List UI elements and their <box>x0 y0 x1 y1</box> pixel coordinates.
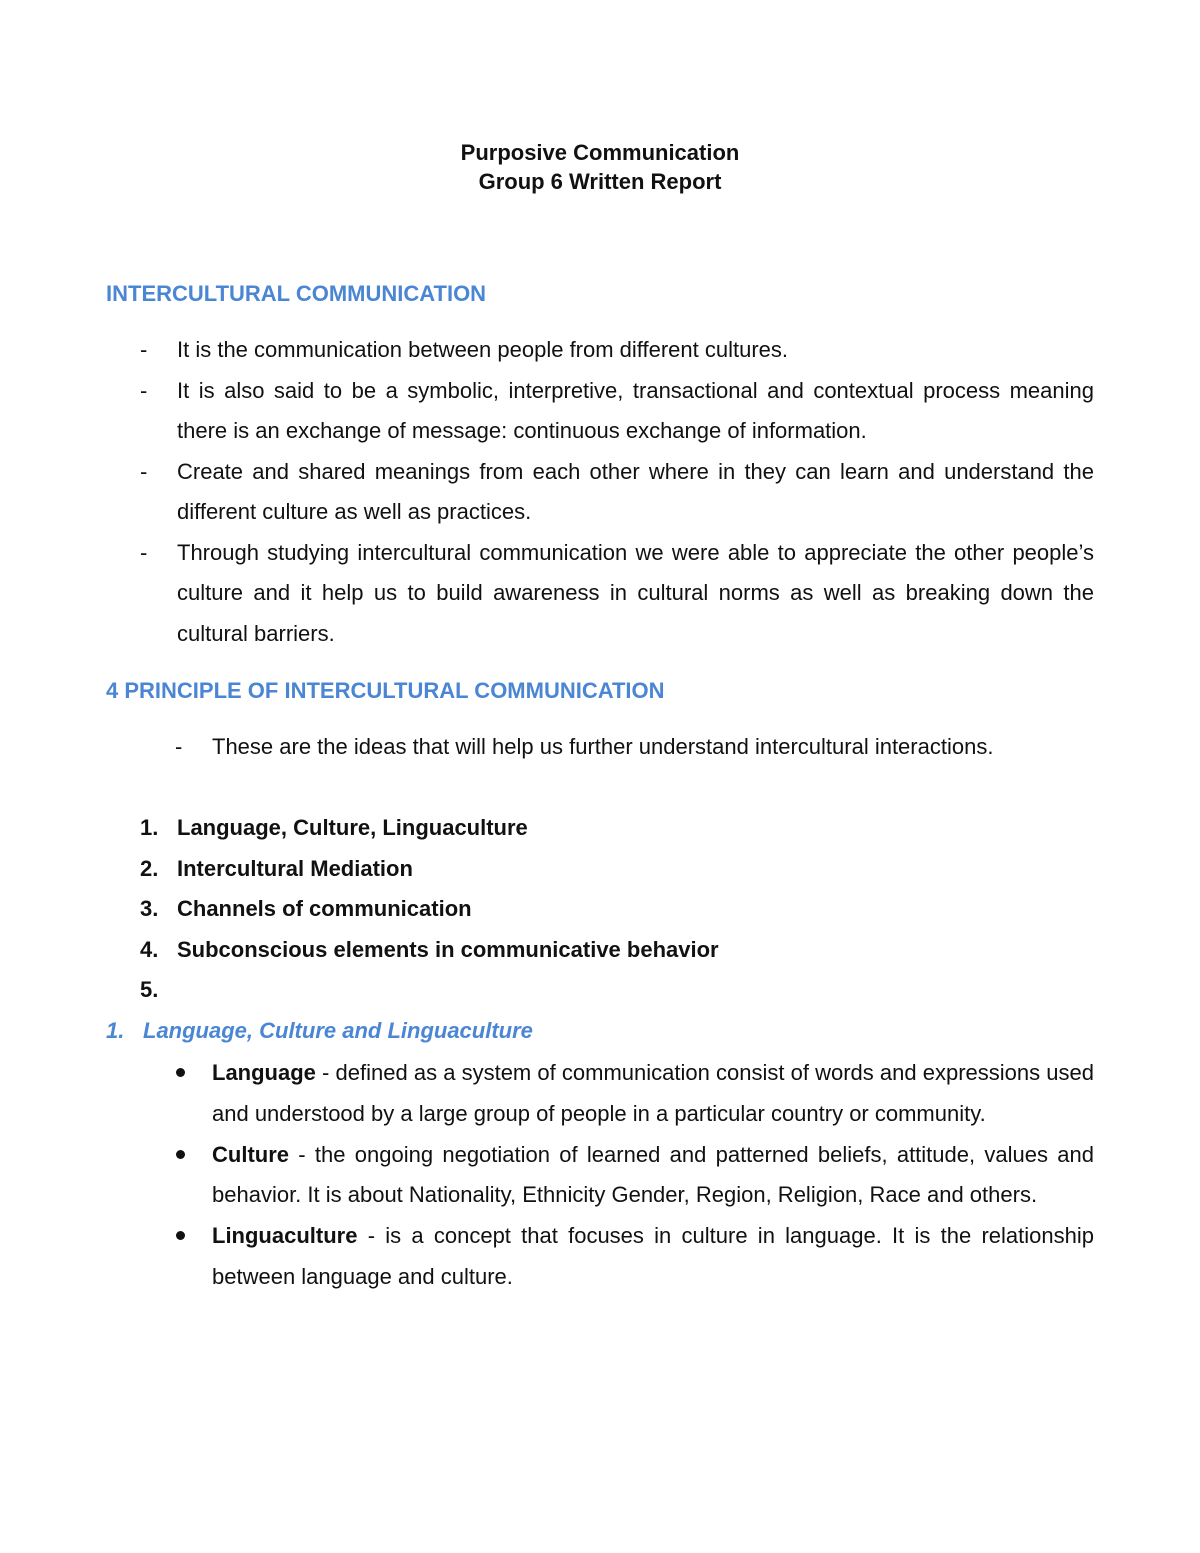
list-item <box>140 930 1094 971</box>
list-item <box>174 1135 1094 1217</box>
list-item-text: Through studying intercultural communication we were able to appreciate the other people’s culture and it help us to build awareness in cultural norms as well as breaking down the cultural barriers. <box>177 539 1094 646</box>
list-number: 1. <box>140 815 159 840</box>
dash-marker: - <box>140 337 148 362</box>
principles-numbered-list <box>140 808 1094 1011</box>
list-item-text: Intercultural Mediation <box>177 855 413 881</box>
definition-term: Linguaculture <box>212 1223 358 1249</box>
bullet-dot-icon <box>176 1231 185 1240</box>
bullet-dot-icon <box>176 1068 185 1077</box>
list-number: 5. <box>140 977 159 1002</box>
dash-marker: - <box>140 458 148 484</box>
section-heading-principles: 4 PRINCIPLE OF INTERCULTURAL COMMUNICATION <box>106 678 665 703</box>
title-line-2: Group 6 Written Report <box>478 169 722 194</box>
document-title <box>0 138 1200 196</box>
bullet-dot-icon <box>176 1150 185 1159</box>
list-item <box>140 533 1094 655</box>
list-number: 4. <box>140 936 159 962</box>
list-number: 3. <box>140 896 159 921</box>
list-item-text: These are the ideas that will help us further understand intercultural interactions. <box>212 734 994 759</box>
section-heading-intercultural-communication: INTERCULTURAL COMMUNICATION <box>106 281 487 306</box>
list-item <box>174 1053 1094 1135</box>
list-item <box>140 808 1094 849</box>
subsection-title: Language, Culture and Linguaculture <box>143 1018 533 1043</box>
list-item <box>140 970 1094 1011</box>
definition-term: Culture <box>212 1141 289 1167</box>
dash-marker: - <box>140 539 148 565</box>
subsection-number: 1. <box>106 1018 125 1043</box>
intercultural-definition-list <box>140 330 1094 654</box>
definition-term: Language <box>212 1060 316 1085</box>
list-item-text: It is also said to be a symbolic, interpretive, transactional and contextual process meaning there is an exchange of message: continuous exchange of information. <box>177 377 1094 443</box>
definition-text: - the ongoing negotiation of learned and patterned beliefs, attitude, values and behavior. It is about Nationality, Ethnicity Gender, Region, Religion, Race and others. <box>212 1141 1094 1208</box>
list-item-text: Create and shared meanings from each other where in they can learn and understand the different culture as well as practices. <box>177 458 1094 524</box>
list-item <box>140 889 1094 930</box>
list-item <box>140 727 1094 768</box>
definition-text: - is a concept that focuses in culture in language. It is the relationship between language and culture. <box>212 1223 1094 1289</box>
list-item-text: Subconscious elements in communicative behavior <box>177 936 719 962</box>
list-item-text: Language, Culture, Linguaculture <box>177 815 528 840</box>
list-item <box>140 330 1094 371</box>
definition-text: - defined as a system of communication consist of words and expressions used and understood by a large group of people in a particular country or community. <box>212 1060 1094 1126</box>
list-item <box>140 452 1094 533</box>
list-number: 2. <box>140 855 159 881</box>
list-item <box>140 849 1094 890</box>
principles-intro-list <box>140 727 1094 768</box>
definition-bullet-list <box>174 1053 1094 1298</box>
dash-marker: - <box>140 377 148 403</box>
title-line-1: Purposive Communication <box>460 140 740 165</box>
list-item <box>140 371 1094 452</box>
list-item-text: It is the communication between people from different cultures. <box>177 337 789 362</box>
subsection-heading-language-culture <box>106 1017 533 1045</box>
list-item <box>174 1216 1094 1298</box>
dash-marker: - <box>175 734 183 759</box>
list-item-text: Channels of communication <box>177 896 472 921</box>
